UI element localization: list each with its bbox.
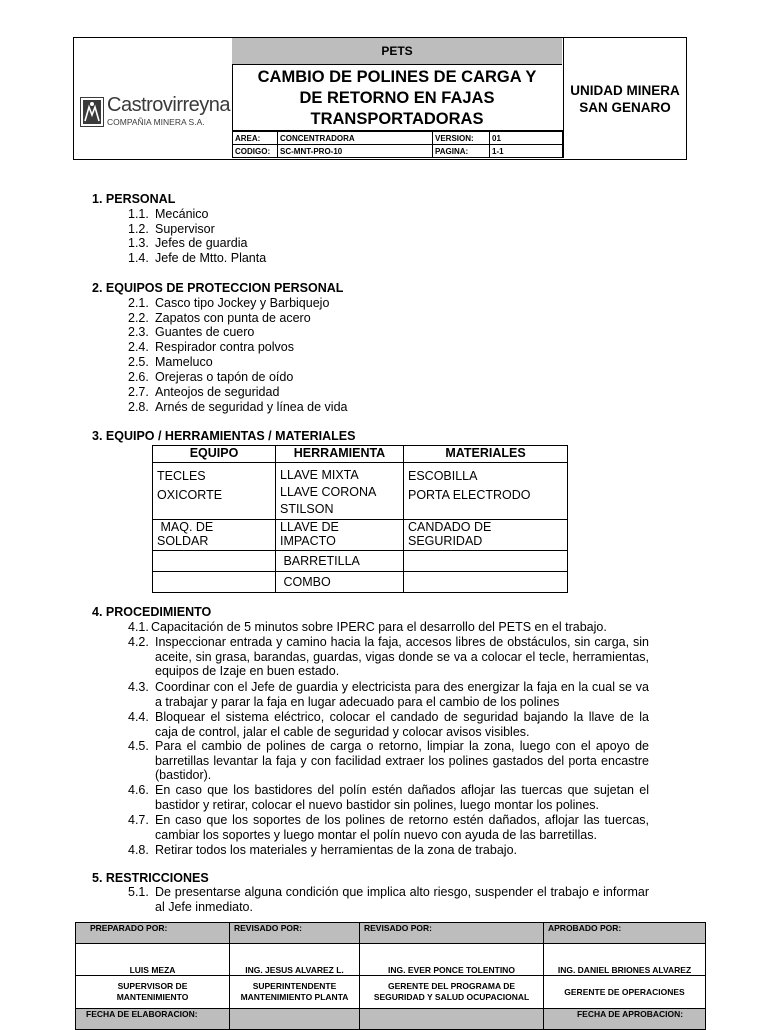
procedure-step: En caso que los bastidores del polín estén dañados aflojar las tuercas que sujetan el bastidor y retirar, colocar el nuevo bastidor sin polines, luego montar los polines.: [155, 783, 649, 812]
signature-table: [75, 922, 706, 1030]
signatory-name: LUIS MEZA: [76, 944, 230, 976]
signature-header: REVISADO POR:: [360, 923, 544, 944]
table-row: [153, 572, 568, 593]
unit-line: SAN GENARO: [579, 100, 671, 115]
table-cell: COMBO: [276, 572, 404, 593]
title-line: DE RETORNO EN FAJAS: [299, 89, 495, 107]
area-label: AREA:: [233, 132, 278, 145]
signatory-role: GERENTE DEL PROGRAMA DE SEGURIDAD Y SALUD OCUPACIONAL: [360, 976, 544, 1009]
table-row: [153, 463, 568, 520]
table-cell: MAQ. DE SOLDAR: [153, 520, 276, 551]
table-cell: LLAVE DE IMPACTO: [276, 520, 404, 551]
table-cell: ESCOBILLA PORTA ELECTRODO: [404, 463, 568, 520]
procedure-step: Para el cambio de polines de carga o retorno, limpiar la zona, luego con el apoyo de barretillas levantar la faja y con facilidad extraer los polines gastados del porta encastre (bastidor).: [155, 739, 649, 783]
table-cell: [153, 572, 276, 593]
table-row: [153, 520, 568, 551]
date-label: FECHA DE APROBACION:: [544, 1009, 706, 1030]
signatory-name: ING. EVER PONCE TOLENTINO: [360, 944, 544, 976]
section-heading-personal: 1. PERSONAL: [92, 192, 176, 206]
logo-cell: [74, 38, 233, 158]
signatory-name: ING. DANIEL BRIONES ALVAREZ: [544, 944, 706, 976]
unit-cell: [563, 38, 686, 158]
section-heading-tools: 3. EQUIPO / HERRAMIENTAS / MATERIALES: [92, 429, 356, 443]
procedure-step: Capacitación de 5 minutos sobre IPERC para el desarrollo del PETS en el trabajo.: [151, 620, 607, 634]
table-cell: [404, 572, 568, 593]
table-cell: BARRETILLA: [276, 551, 404, 572]
procedure-step: Retirar todos los materiales y herramientas de la zona de trabajo.: [155, 843, 517, 857]
codigo-value: SC-MNT-PRO-10: [278, 145, 433, 158]
table-cell: TECLES OXICORTE: [153, 463, 276, 520]
table-cell: [153, 551, 276, 572]
title-line: CAMBIO DE POLINES DE CARGA Y: [257, 68, 537, 86]
signature-header: APROBADO POR:: [544, 923, 706, 944]
tools-table: [152, 445, 568, 593]
codigo-label: CODIGO:: [233, 145, 278, 158]
logo-subtitle: COMPAÑIA MINERA S.A.: [107, 117, 205, 127]
table-row: [153, 551, 568, 572]
step-number: 4.2.: [128, 635, 149, 649]
signature-header: REVISADO POR:: [230, 923, 360, 944]
logo-name: Castrovirreyna: [107, 94, 231, 116]
date-cell: [230, 1009, 360, 1030]
company-logo-icon: [80, 97, 104, 127]
step-number: 4.8.: [128, 843, 149, 857]
step-number: 4.7.: [128, 813, 149, 827]
unit-line: UNIDAD MINERA: [570, 83, 680, 98]
area-value: CONCENTRADORA: [278, 132, 433, 145]
document-header: [73, 37, 687, 160]
version-value: 01: [490, 132, 563, 145]
signatory-name: ING. JESUS ALVAREZ L.: [230, 944, 360, 976]
step-number: 5.1.: [128, 885, 149, 899]
step-number: 4.3.: [128, 680, 149, 694]
document-title: [232, 65, 562, 131]
signatory-role: SUPERVISOR DE MANTENIMIENTO: [76, 976, 230, 1009]
table-header: MATERIALES: [404, 446, 568, 463]
procedure-step: Coordinar con el Jefe de guardia y electricista para des energizar la faja en la cual se va a trabajar y parar la faja en lugar adecuado para el cambio de los polines: [155, 680, 649, 709]
section-heading-epp: 2. EQUIPOS DE PROTECCION PERSONAL: [92, 281, 344, 295]
table-cell: [404, 551, 568, 572]
doc-type-label: PETS: [232, 38, 562, 65]
procedure-step: Inspeccionar entrada y camino hacia la faja, accesos libres de obstáculos, sin carga, sin aceite, sin grasa, barandas, guardas, vigas donde se va a colocar el tecle, herramientas, equipos de Izaje en buen estado.: [155, 635, 649, 679]
signatory-role: SUPERINTENDENTE MANTENIMIENTO PLANTA: [230, 976, 360, 1009]
table-cell: LLAVE MIXTA LLAVE CORONA STILSON: [276, 463, 404, 520]
pagina-label: PAGINA:: [433, 145, 490, 158]
title-line: TRANSPORTADORAS: [310, 110, 484, 128]
step-number: 4.4.: [128, 710, 149, 724]
date-label: FECHA DE ELABORACION:: [76, 1009, 230, 1030]
section-heading-procedure: 4. PROCEDIMIENTO: [92, 605, 212, 619]
step-number: 4.6.: [128, 783, 149, 797]
version-label: VERSION:: [433, 132, 490, 145]
signatory-role: GERENTE DE OPERACIONES: [544, 976, 706, 1009]
procedure-step: En caso que los soportes de los polines de retorno estén dañados, aflojar las tuercas, cambiar los soportes y luego montar el polín nuevo con ayuda de las barretillas.: [155, 813, 649, 842]
table-header: EQUIPO: [153, 446, 276, 463]
procedure-step: Bloquear el sistema eléctrico, colocar el candado de seguridad bajando la llave de la caja de control, jalar el cable de seguridad y colocar avisos visibles.: [155, 710, 649, 739]
restriction-item: De presentarse alguna condición que implica alto riesgo, suspender el trabajo e informar al Jefe inmediato.: [155, 885, 649, 914]
table-cell: CANDADO DE SEGURIDAD: [404, 520, 568, 551]
signature-header: PREPARADO POR:: [76, 923, 230, 944]
table-header: HERRAMIENTA: [276, 446, 404, 463]
pagina-value: 1-1: [490, 145, 563, 158]
step-number: 4.1.: [128, 620, 149, 634]
step-number: 4.5.: [128, 739, 149, 753]
document-meta: [232, 130, 563, 160]
section-heading-restrictions: 5. RESTRICCIONES: [92, 871, 209, 885]
date-cell: [360, 1009, 544, 1030]
